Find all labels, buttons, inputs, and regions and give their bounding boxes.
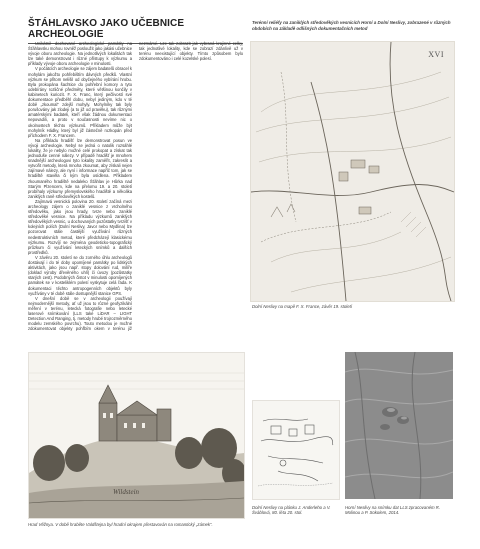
village-plan-caption: Dolní Neslivy na plánku J. Anderleho a V. Šváblová, 80. léta 20. stol. — [252, 505, 331, 516]
article-paragraph: Unikátně dochované archeologické památky na Šťáhlavsku mohou rovněž posloužit jako jakási učebnice vývoje oboru archeologie. Na jednotlivých lokalitách tak lze také demonstrovat i různé přístupy k výzkumu a příklady vývoje oboru archeologie v minulosti. — [28, 41, 132, 67]
article-paragraph: Zajímavá vesnická polovina 20. století začíná mezi archeology zájem o zaniklé vesnice z vrcholného středověku, jako jsou hrady, tvrze nebo zaniklé středověké vesnice. Na příkladu výzkumů zaniklých středověkých vesnic, u dochovaných pozůstatky tvrzišť v kolejních polích (Dolní Neslivy, Javor nebo Mydlina) lze pozorovat stále častější využívání různých nedestruktivních metod, které předcházejí klasickému výzkumu. Rozvíjí se zejména geodeticko-topografický průzkum či využívání leteckých snímků a dalších prostředků. — [28, 198, 132, 255]
historic-map-figure — [250, 41, 455, 302]
lidar-relief-drawing — [345, 352, 453, 499]
lidar-caption: Horní Neslivy na snímku dat LLS zpracovaném R. Molinou a P. Sokolem, 2014. — [345, 505, 441, 516]
castle-engraving-figure — [28, 352, 245, 519]
lidar-figure — [345, 352, 453, 499]
map-figure-bottom-caption: Dolní Neslivy na mapě F. X. France, závěr 19. století — [252, 304, 352, 309]
village-plan-figure — [252, 400, 340, 500]
historic-map-drawing — [251, 42, 454, 301]
plate-number: XVI — [428, 50, 444, 59]
article-paragraph: V závěru 20. století se do zorného úhlu archeologů dostávají i do té doby opomíjené památky po lidských aktivitách, jako jsou např. stopy dolování rud, milíře (doklad výroby dřevěného uhlí) či úvozy (pozůstatky starých cest). Podobných čistot v minulosti opomíjených památek se v kosteliklém polesí vyskytuje celá řada. K dokumentaci těchto antropogenních objektů byly využívány v té době stále dostupnější stanice GPS. — [28, 254, 132, 296]
article-paragraph: V dnešní době se v archeologii používají nejmodernější metody, ať už jsou to různé geofyzikální měření v terénu, letecká fotografie nebo letecké laserové snímkování (LLS také LiDAR – LIGHT Detection And Ranging, tj. metody hrubé trojrozměrného modelu zemského povrchu). Touto metodou je možné zdokumentovat objekty pohřbím okem v terénu již nezmámé. Lze tak zobrazit jak vybraná krajinné celky, tak jednotlivé lokality, kde se zobrazí zdánlivě už v terénu neexistující objekty. Tímto způsobem bylo zdokumentováno i celé kozelské polesí. — [28, 41, 243, 332]
article-paragraph: V počátcích archeologie se zájem badatelů obracel k mohylám jakožto pohřebištím dávných předků. Vlastní výzkum se přitom nelišil od obyčejného vybírání hrobu. Byla prokopána šachtice do pohřební komory a tyto odebírány rozličné předměty, které většinou končily v kabinetech kuriozit. F. X. Franc, který pečlivostí své dokumentace předběhl dobu, nebyl jediným, kdo v té době „zkoumal“ zdejší mohyly. Mohylníky tak byly porušovány jak zlodeji (a to již od pravěku), tak různými amatérskými badateli, kteří však žádnou dokumentaci nepovadili, a proto v současnosti nevíme nic o okolnostech těchto výzkumů. Příkladem může být mohylník Hádky, který byl již částečně rozkopán před příchodem F. X. Francem. — [28, 66, 132, 138]
map-figure-top-caption: Terénní reliéfy na zaniklých středověkých vesnicích Horní a Dolní Neslivy, zobrazené v různých obdobích na základě odlišných dokumentačních metod — [252, 20, 451, 31]
village-plan-drawing — [253, 401, 339, 499]
page-title: ŠTÁHLAVSKO JAKO UČEBNICE ARCHEOLOGIE — [28, 18, 243, 44]
engraving-caption: Hrad Věžnya. V době hraběte Valdštejna byl hradní okrajem přestavován na romantický „zámek“. — [28, 522, 213, 527]
engraving-signature: Wildstein — [113, 488, 140, 496]
article-paragraph: Na příkladu hradišť lze demonstrovat posun ve vývoji archeologie. Nebyl se jedná o natolik rozsáhlé lokality, že je nebylo možné celé prokopat a získat tak jednoduše cenné nálezy. V případě hradišť je mnohem snadnější archeologovi tyto lokality zaměřit, zakreslit a vytvořit metody, která mnoha zkoumat, aby získali nejen zajímavé nálezy, ale nyní i informace napříč tom, jak se hradiště stavěla či kým byla osídlena. Příkladem zkoumaného hradiště nedaleko Šťáhlav je Hůrka nad Starým Plzencem, kde na přelomu 19. a 20. století probíhaly výzkumy přemyslovského hradiště a několika zaniklých raně středověkých kostelů. — [28, 137, 132, 199]
article-body — [28, 41, 243, 336]
